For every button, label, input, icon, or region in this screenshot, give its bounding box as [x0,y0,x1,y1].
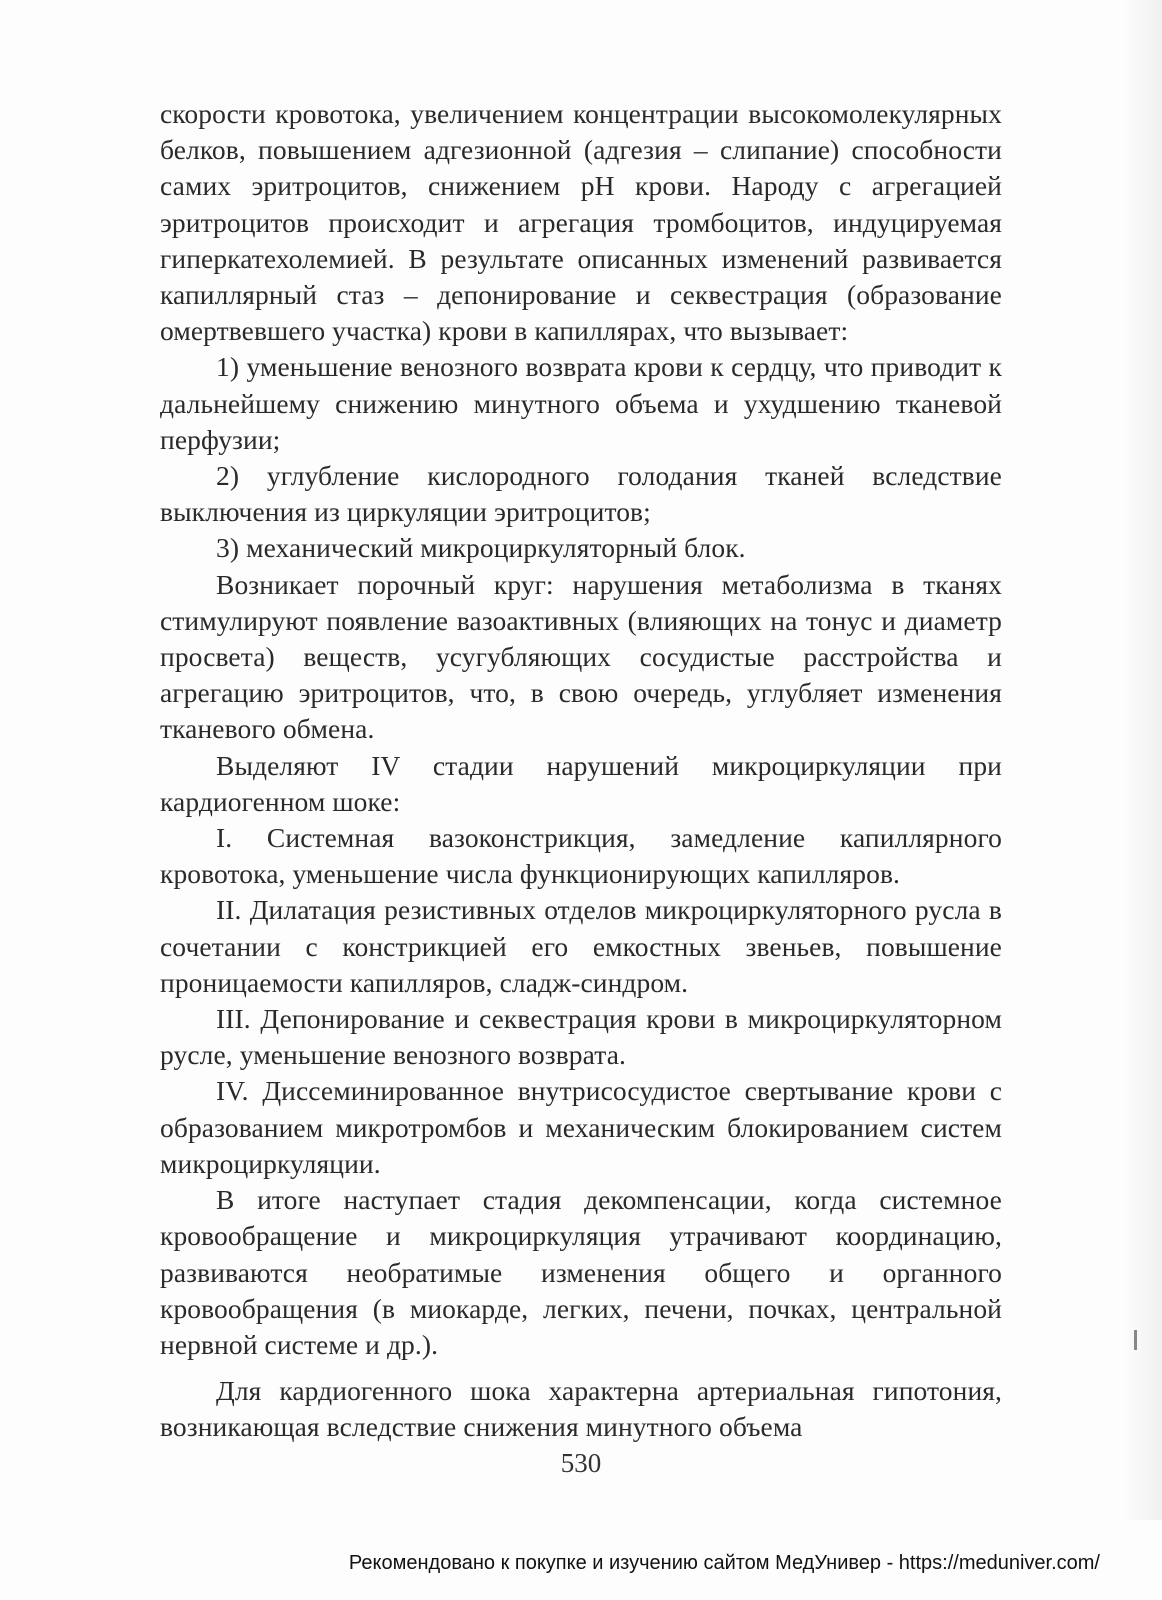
paragraph-stages-intro: Выделяют IV стадии нарушений микроциркуляции при кардиогенном шоке: [160,749,1002,817]
footer-watermark: Рекомендовано к покупке и изучению сайтом МедУнивер - https://meduniver.com/ [348,1552,1100,1574]
stage-2: II. Дилатация резистивных отделов микроциркуляторного русла в сочетании с констрикцией его емкостных звеньев, повышение проницаемости капилляров, сладж-синдром. [160,894,1002,998]
paragraph-hypotension: Для кардиогенного шока характерна артериальная гипотония, возникающая вследствие снижения минутного объема [160,1375,1002,1443]
page-edge-mark [1134,1330,1137,1350]
page-edge-shadow [1122,0,1162,1520]
paragraph-continuation: скорости кровотока, увеличением концентрации высокомолекулярных белков, повышением адгезионной (адгезия – слипание) способности самих эритроцитов, снижением рН крови. Народу с агрегацией эритроцитов происходит и агрегация тромбоцитов, индуцируемая гиперкатехолемией. В результате описанных изменений развивается капиллярный стаз – депонирование и секвестрация (образование омертвевшего участка) крови в капиллярах, что вызывает: [160,98,1002,347]
paragraph-decompensation: В итоге наступает стадия декомпенсации, когда системное кровообращение и микроциркуляция утрачивают координацию, развиваются необратимые изменения общего и органного кровообращения (в миокарде, легких, печени, почках, центральной нервной системе и др.). [160,1184,1002,1360]
body-text [160,96,1002,1446]
stage-1: I. Системная вазоконстрикция, замедление капиллярного кровотока, уменьшение числа функционирующих капилляров. [160,822,1002,890]
stage-4: IV. Диссеминированное внутрисосудистое свертывание крови с образованием микротромбов и механическим блокированием систем микроциркуляции. [160,1075,1002,1179]
list-item-1: 1) уменьшение венозного возврата крови к сердцу, что приводит к дальнейшему снижению минутного объема и ухудшению тканевой перфузии; [160,351,1002,455]
list-item-2: 2) углубление кислородного голодания тканей вследствие выключения из циркуляции эритроцитов; [160,460,1002,528]
stage-3: III. Депонирование и секвестрация крови в микроциркуляторном русле, уменьшение венозного возврата. [160,1003,1002,1071]
page-number: 530 [560,1448,602,1478]
paragraph-vicious-circle: Возникает порочный круг: нарушения метаболизма в тканях стимулируют появление вазоактивных (влияющих на тонус и диаметр просвета) веществ, усугубляющих сосудистые расстройства и агрегацию эритроцитов, что, в свою очередь, углубляет изменения тканевого обмена. [160,568,1002,745]
list-item-3: 3) механический микроциркуляторный блок. [216,532,746,564]
